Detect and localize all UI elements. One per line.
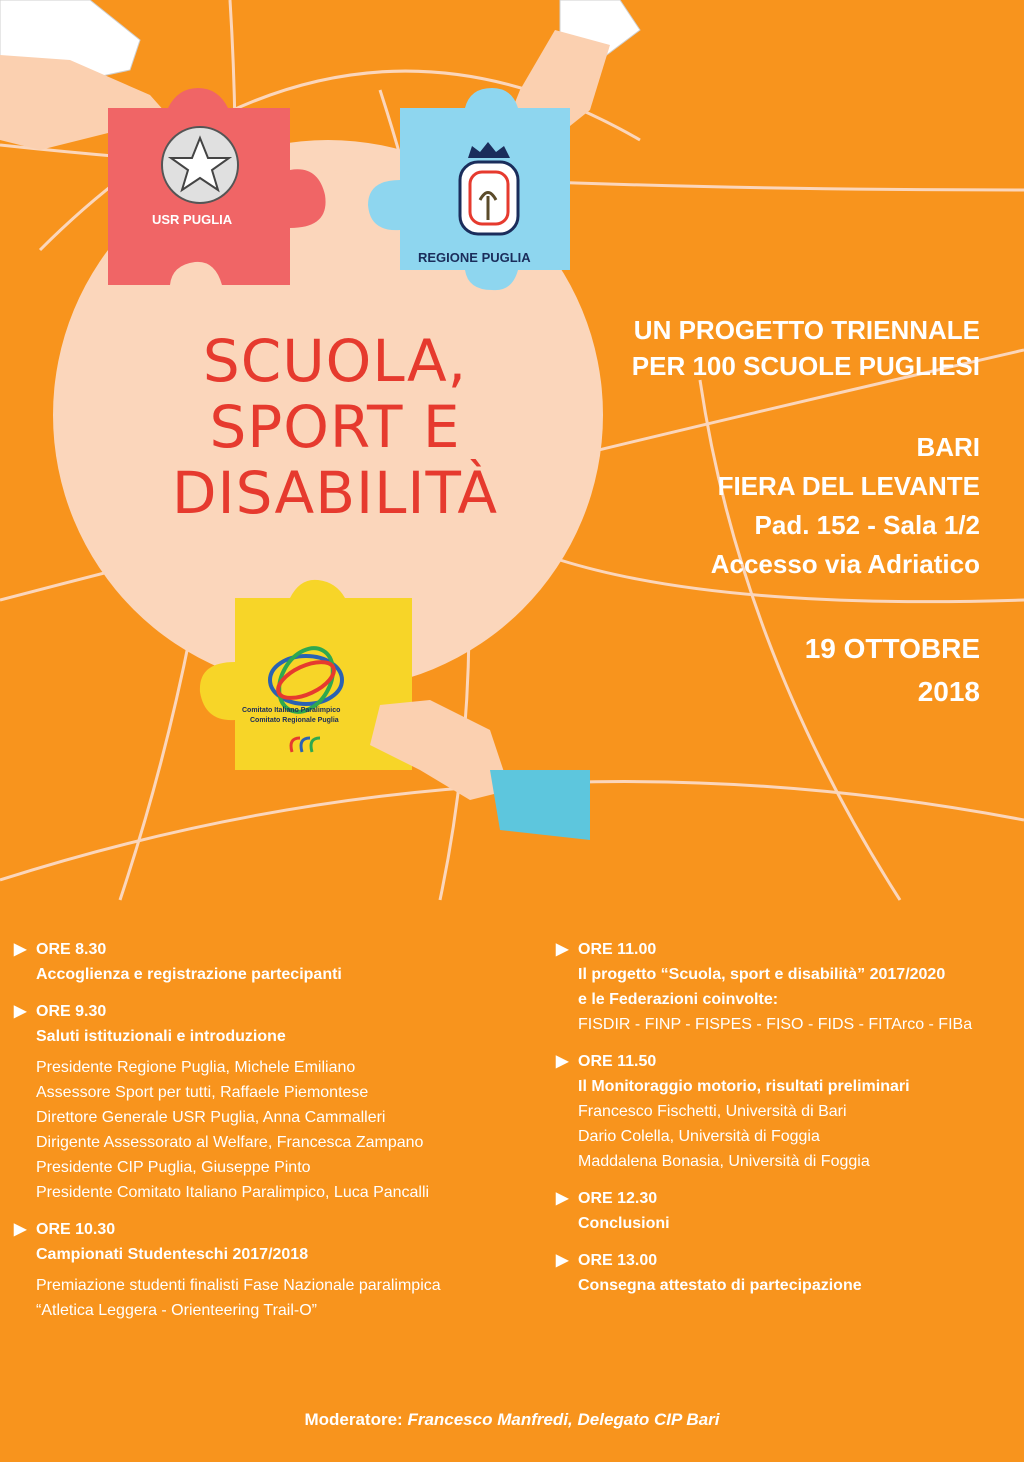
program-detail: Dario Colella, Università di Foggia bbox=[578, 1128, 820, 1145]
cip-label: Comitato Italiano Paralimpico bbox=[242, 707, 341, 714]
event-title bbox=[150, 328, 520, 526]
program-left bbox=[14, 937, 441, 1323]
program-detail: Presidente Regione Puglia, Michele Emiliano bbox=[36, 1059, 356, 1076]
program-time: ORE 11.50 bbox=[578, 1053, 657, 1070]
program-item bbox=[14, 937, 441, 987]
program-time: ORE 10.30 bbox=[36, 1221, 116, 1238]
date-day: 19 OTTOBRE bbox=[804, 633, 980, 664]
title-line-2: SPORT E bbox=[209, 393, 461, 461]
play-arrow-icon: ▶ bbox=[14, 1221, 27, 1238]
venue-city: BARI bbox=[916, 432, 980, 462]
program-title: Consegna attestato di partecipazione bbox=[578, 1277, 862, 1294]
program-title-2: e le Federazioni coinvolte: bbox=[578, 991, 779, 1008]
tagline bbox=[632, 312, 980, 384]
venue-hall: Pad. 152 - Sala 1/2 bbox=[754, 510, 980, 540]
cip-sub-label: Comitato Regionale Puglia bbox=[250, 717, 339, 724]
date-year: 2018 bbox=[917, 676, 980, 707]
program-item bbox=[556, 1186, 972, 1236]
title-line-1: SCUOLA, bbox=[202, 327, 468, 395]
program-time: ORE 9.30 bbox=[36, 1003, 107, 1020]
play-arrow-icon: ▶ bbox=[14, 1003, 27, 1020]
moderator-name: Francesco Manfredi, Delegato CIP Bari bbox=[407, 1410, 720, 1429]
program-detail: Assessore Sport per tutti, Raffaele Piemontese bbox=[36, 1084, 369, 1101]
venue-access: Accesso via Adriatico bbox=[710, 549, 980, 579]
venue-place: FIERA DEL LEVANTE bbox=[717, 471, 980, 501]
program-title: Il Monitoraggio motorio, risultati preliminari bbox=[578, 1078, 910, 1095]
program-time: ORE 8.30 bbox=[36, 941, 107, 958]
regione-puglia-label: REGIONE PUGLIA bbox=[418, 250, 531, 265]
program-title: Conclusioni bbox=[578, 1215, 670, 1232]
usr-puglia-label: USR PUGLIA bbox=[152, 212, 233, 227]
program-time: ORE 11.00 bbox=[578, 941, 657, 958]
program-detail: Direttore Generale USR Puglia, Anna Cammalleri bbox=[36, 1109, 386, 1126]
program-title: Accoglienza e registrazione partecipanti bbox=[36, 966, 342, 983]
play-arrow-icon: ▶ bbox=[556, 1252, 569, 1269]
program-detail: Presidente CIP Puglia, Giuseppe Pinto bbox=[36, 1159, 311, 1176]
program-item bbox=[556, 937, 972, 1037]
event-date bbox=[805, 627, 980, 713]
program-detail: Presidente Comitato Italiano Paralimpico, Luca Pancalli bbox=[36, 1184, 430, 1201]
title-line-3: DISABILITÀ bbox=[171, 459, 499, 527]
program-title: Campionati Studenteschi 2017/2018 bbox=[36, 1246, 309, 1263]
program-detail: “Atletica Leggera - Orienteering Trail-O” bbox=[36, 1302, 317, 1319]
program-detail: FISDIR - FINP - FISPES - FISO - FIDS - FITArco - FIBa bbox=[578, 1016, 973, 1033]
program-right bbox=[556, 937, 972, 1298]
program-time: ORE 12.30 bbox=[578, 1190, 658, 1207]
program-detail: Maddalena Bonasia, Università di Foggia bbox=[578, 1153, 870, 1170]
tagline-line-1: UN PROGETTO TRIENNALE bbox=[633, 315, 980, 345]
program-detail: Dirigente Assessorato al Welfare, Francesca Zampano bbox=[36, 1134, 424, 1151]
tagline-line-2: PER 100 SCUOLE PUGLIESI bbox=[631, 351, 980, 381]
play-arrow-icon: ▶ bbox=[556, 941, 569, 958]
moderator-label: Moderatore: bbox=[304, 1410, 403, 1429]
moderator bbox=[0, 1410, 1024, 1430]
play-arrow-icon: ▶ bbox=[556, 1053, 569, 1070]
program-detail: Premiazione studenti finalisti Fase Nazionale paralimpica bbox=[36, 1277, 441, 1294]
venue bbox=[711, 428, 980, 584]
program-time: ORE 13.00 bbox=[578, 1252, 658, 1269]
program-item bbox=[556, 1248, 972, 1298]
program-detail: Francesco Fischetti, Università di Bari bbox=[578, 1103, 847, 1120]
program-title: Saluti istituzionali e introduzione bbox=[36, 1028, 286, 1045]
program-item bbox=[14, 999, 441, 1205]
program-title: Il progetto “Scuola, sport e disabilità” 2017/2020 bbox=[578, 966, 946, 983]
program-item bbox=[556, 1049, 972, 1174]
play-arrow-icon: ▶ bbox=[556, 1190, 569, 1207]
play-arrow-icon: ▶ bbox=[14, 941, 27, 958]
program-item bbox=[14, 1217, 441, 1323]
